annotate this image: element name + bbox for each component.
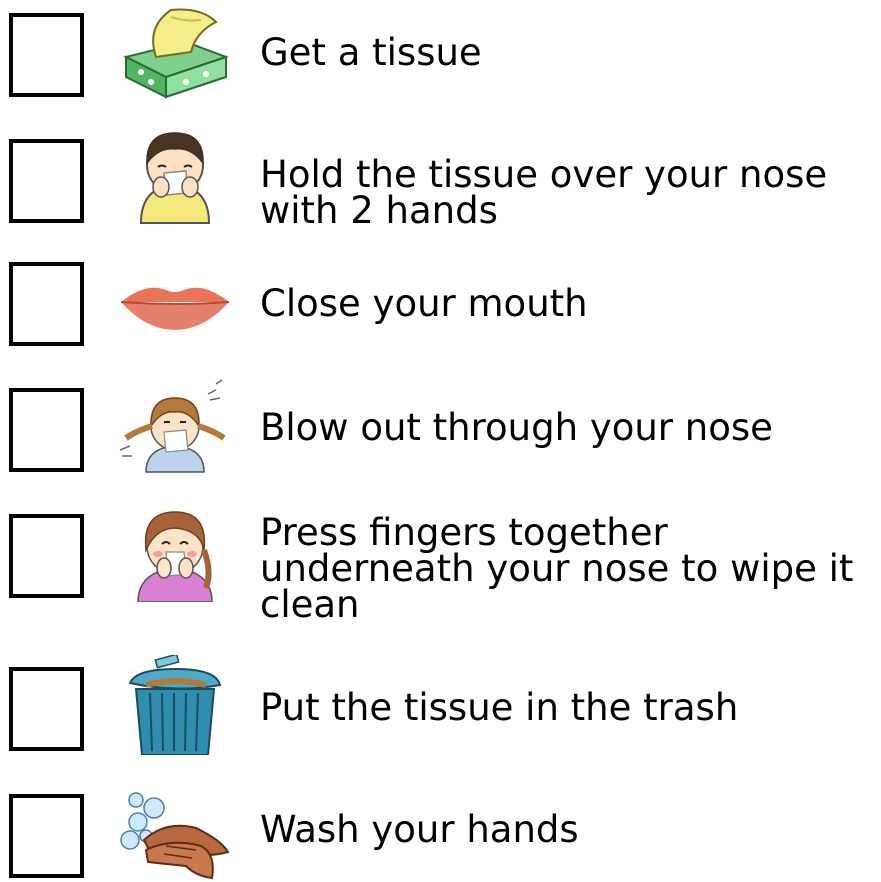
step-checkbox-1[interactable] bbox=[9, 13, 84, 97]
girl-blowing-nose-icon bbox=[116, 376, 234, 476]
step-checkbox-4[interactable] bbox=[9, 388, 84, 472]
washing-hands-icon bbox=[116, 780, 234, 880]
step-checkbox-2[interactable] bbox=[9, 139, 84, 223]
step-label-4: Blow out through your nose bbox=[260, 406, 773, 449]
step-checkbox-3[interactable] bbox=[9, 262, 84, 346]
step-checkbox-7[interactable] bbox=[9, 794, 84, 878]
step-label-1: Get a tissue bbox=[260, 31, 482, 74]
girl-wiping-nose-icon bbox=[116, 502, 234, 602]
step-label-2: Hold the tissue over your nose with 2 hands bbox=[260, 153, 828, 232]
step-label-7: Wash your hands bbox=[260, 808, 579, 851]
boy-holding-tissue-icon bbox=[116, 125, 234, 225]
trash-can-icon bbox=[116, 655, 234, 755]
closed-lips-icon bbox=[116, 252, 234, 352]
step-label-5: Press fingers together underneath your nose to wipe it clean bbox=[260, 511, 854, 626]
tissue-box-icon bbox=[116, 2, 234, 102]
step-label-3: Close your mouth bbox=[260, 282, 588, 325]
step-checkbox-6[interactable] bbox=[9, 667, 84, 751]
step-label-6: Put the tissue in the trash bbox=[260, 686, 739, 729]
step-checkbox-5[interactable] bbox=[9, 514, 84, 598]
